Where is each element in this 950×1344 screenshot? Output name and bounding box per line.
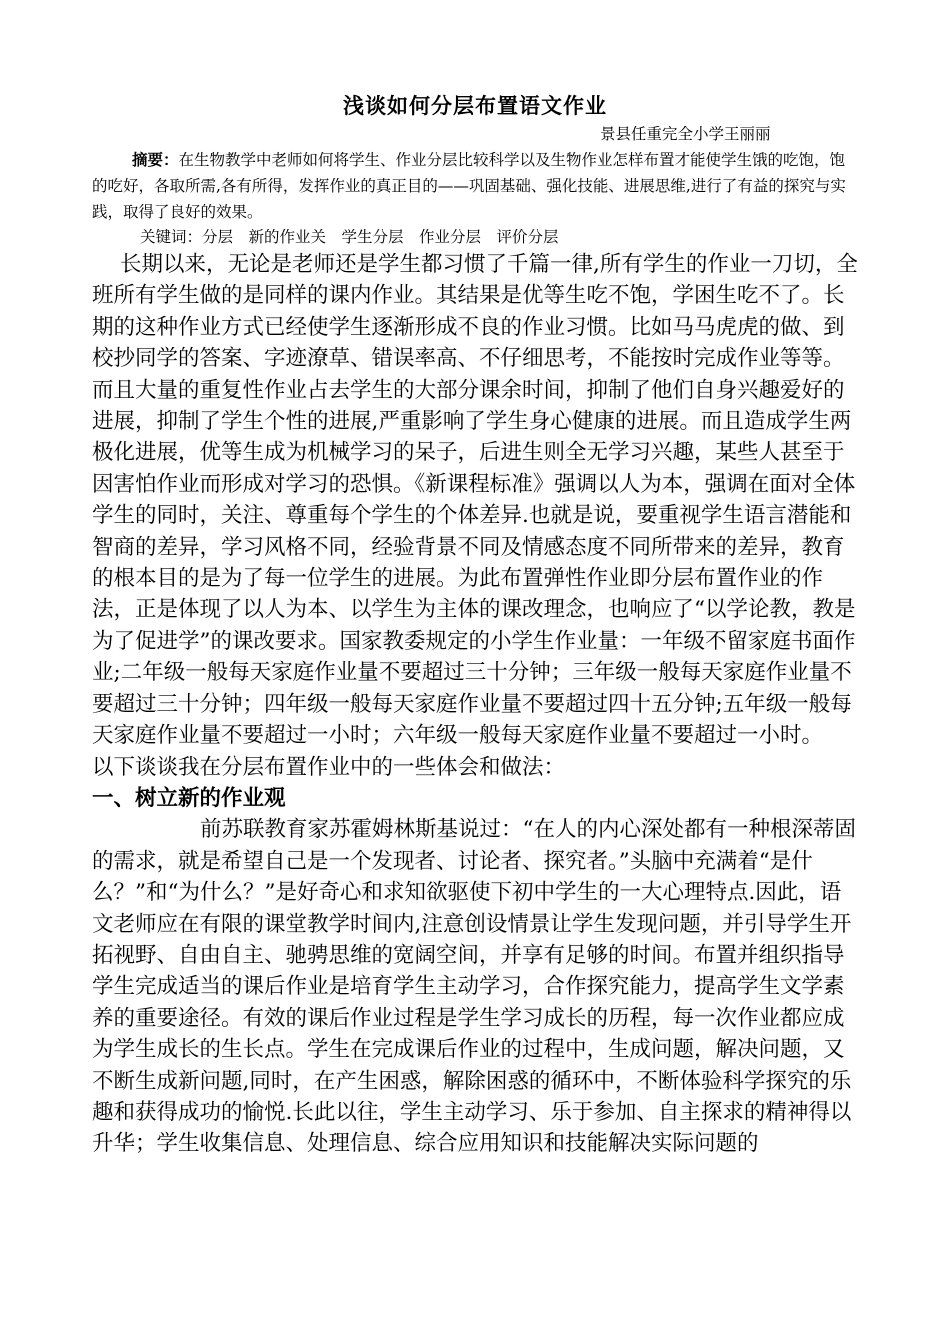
paragraph-1: 长期以来，无论是老师还是学生都习惯了千篇一律,所有学生的作业一刀切，全班所有学生做的是同样的课内作业。其结果是优等生吃不饱，学困生吃不了。长期的这种作业方式已经使学生逐渐形成不良的作业习惯。比如马马虎虎的做、到校抄同学的答案、字迹潦草、错误率高、不仔细思考，不能按时完成作业等等。而且大量的重复性作业占去学生的大部分课余时间，抑制了他们自身兴趣爱好的进展，抑制了学生个性的进展,严重影响了学生身心健康的进展。而且造成学生两极化进展，优等生成为机械学习的呆子，后进生则全无学习兴趣，某些人甚至于因害怕作业而形成对学习的恐惧。《新课程标准》强调以人为本，强调在面对全体学生的同时，关注、尊重每个学生的个体差异.也就是说，要重视学生语言潜能和智商的差异，学习风格不同，经验背景不同及情感态度不同所带来的差异，教育的根本目的是为了每一位学生的进展。为此布置弹性作业即分层布置作业的作法，正是体现了以人为本、以学生为主体的课改理念，也响应了“以学论教，教是为了促进学”的课改要求。国家教委规定的小学生作业量：一年级不留家庭书面作业;二年级一般每天家庭作业量不要超过三十分钟；三年级一般每天家庭作业量不要超过三十分钟；四年级一般每天家庭作业量不要超过四十五分钟;五年级一般每天家庭作业量不要超过一小时；六年级一般每天家庭作业量不要超过一小时。: [92, 252, 858, 749]
paragraph-3: 前苏联教育家苏霍姆林斯基说过：“在人的内心深处都有一种根深蒂固的需求，就是希望自己是一个发现者、讨论者、探究者。”头脑中充满着“是什么？”和“为什么？”是好奇心和求知欲驱使下初中学生的一大心理特点.因此，语文老师应在有限的课堂教学时间内,注意创设情景让学生发现问题，并引导学生开拓视野、自由自主、驰骋思维的宽阔空间，并享有足够的时间。布置并组织指导学生完成适当的课后作业是培育学生主动学习，合作探究能力，提高学生文学素养的重要途径。有效的课后作业过程是学生学习成长的历程，每一次作业都应成为学生成长的生长点。学生在完成课后作业的过程中，生成问题，解决问题，又不断生成新问题,同时，在产生困惑，解除困惑的循环中，不断体验科学探究的乐趣和获得成功的愉悦.长此以往，学生主动学习、乐于参加、自主探求的精神得以升华；学生收集信息、处理信息、综合应用知识和技能解决实际问题的: [92, 817, 856, 1157]
document-title: 浅谈如何分层布置语文作业: [343, 93, 607, 118]
body-text: [92, 249, 860, 1160]
section-heading-1: 一、树立新的作业观: [92, 785, 286, 811]
author-line: 景县任重完全小学王丽丽: [600, 125, 771, 143]
keywords-line: 关键词：分层 新的作业关 学生分层 作业分层 评价分层: [140, 228, 559, 246]
abstract: [92, 147, 860, 225]
paragraph-2: 以下谈谈我在分层布置作业中的一些体会和做法：: [92, 754, 566, 780]
abstract-label: 摘要：: [132, 150, 179, 169]
abstract-text: 在生物教学中老师如何将学生、作业分层比较科学以及生物作业怎样布置才能使学生饿的吃饱，饱的吃好，各取所需,各有所得，发挥作业的真正目的——巩固基础、强化技能、进展思维,进行了有益的探究与实践，取得了良好的效果。: [92, 151, 846, 221]
